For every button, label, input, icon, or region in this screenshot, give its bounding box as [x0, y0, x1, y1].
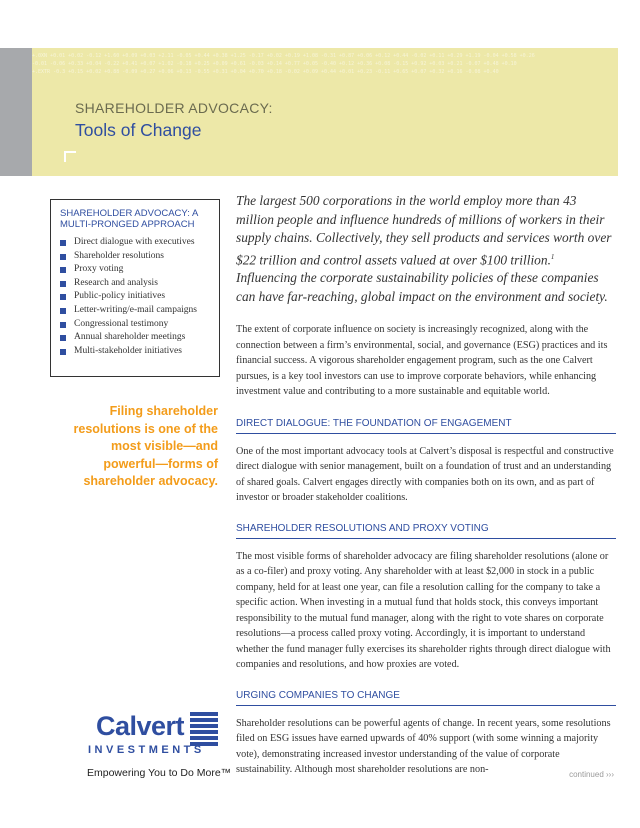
list-item: Public-policy initiatives [60, 290, 211, 304]
page-title: Tools of Change [75, 120, 202, 140]
section-paragraph: One of the most important advocacy tools at Calvert’s disposal is respectful and constructive direct dialogue with senior management, built on a foundation of trust and an understanding of shared goals. Calvert engages directly with companies both on its own, and as part of investor or broader stakeholder coalitions. [236, 445, 614, 504]
logo-subtitle: INVESTMENTS [88, 744, 205, 756]
main-column [236, 192, 616, 778]
calvert-logo [84, 710, 224, 766]
list-item: Annual shareholder meetings [60, 331, 211, 345]
list-item: Research and analysis [60, 277, 211, 291]
lead-paragraph: The largest 500 corporations in the world employ more than 43 million people and influence hundreds of millions of workers in their supply chains. Collectively, they sell products and services worth over $22 trillion and control assets valued at over $100 trillion.$^1$ Influencing the corporate sustainability policies of these companies can have far-reaching, global impact on the environment and society. [236, 193, 612, 304]
approach-sidebar-box [50, 199, 220, 377]
sidebar-title: SHAREHOLDER ADVOCACY: A MULTI-PRONGED APPROACH [60, 208, 198, 230]
gray-side-tab [0, 48, 32, 176]
logo-wordmark: Calvert [96, 711, 185, 741]
approach-list [60, 236, 211, 358]
banner-eyebrow: SHAREHOLDER ADVOCACY: [75, 100, 273, 116]
list-item: Proxy voting [60, 263, 211, 277]
header-banner [32, 48, 618, 176]
logo-bars-icon [190, 712, 218, 748]
list-item: Letter-writing/e-mail campaigns [60, 304, 211, 318]
intro-paragraph: The extent of corporate influence on society is increasingly recognized, along with the connection between a firm’s environmental, social, and governance (ESG) practices and its financial success. A vigorous shareholder engagement program, such as the one Calvert pursues, is a key tool investors can use to improve corporate behaviors, while enhancing investment value and contributing to a more sustainable and equitable world. [236, 324, 608, 398]
list-item: Multi-stakeholder initiatives [60, 345, 211, 359]
footnote-ref[interactable]: 1 [550, 252, 555, 261]
pull-quote: Filing shareholder resolutions is one of the most visible—and powerful—forms of shareholder advocacy. [73, 404, 218, 488]
corner-mark-icon [64, 151, 76, 162]
section-paragraph: The most visible forms of shareholder advocacy are filing shareholder resolutions (alone or as a co-filer) and proxy voting. Any shareholder with at least $2,000 in stock in a public company, held for at least one year, can file a resolution calling for the company to take a specific action. When investing in a mutual fund that holds stock, this conveys important responsibility to the mutual fund manager, along with the right to vote shares on corporate resolutions—a process called proxy voting. Accordingly, it is important to understand whether the fund manager fully exercises its shareholder rights through direct dialogue with companies and resolutions, and how proxies are voted. [236, 550, 611, 671]
ticker-line: +.EXTR -0.3 +0.15 +0.02 +0.88 -0.09 +0.27 +0.06 +0.13 -0.55 +0.31 +0.04 +0.70 +0.18 -0.02 +0.09 +0.44 +0.01 +0.23 -0.11 +0.65 +0.07 +0.32 +0.16 -0.08 +0.40 [32, 69, 499, 75]
section-paragraph: Shareholder resolutions can be powerful agents of change. In recent years, some resolutions filed on ESG issues have earned upwards of 40% support (with some winning a majority vote), demonstrating increased investor understanding of the value of corporate sustainability. Although most shareholder resolutions are non- [236, 717, 611, 776]
section-heading: URGING COMPANIES TO CHANGE [236, 690, 616, 706]
section-heading: SHAREHOLDER RESOLUTIONS AND PROXY VOTING [236, 523, 616, 539]
list-item: Shareholder resolutions [60, 250, 211, 264]
list-item: Congressional testimony [60, 318, 211, 332]
tagline: Empowering You to Do More™ [87, 767, 232, 779]
ticker-line: -0.01 -0.06 +0.33 +0.04 -0.22 +0.41 +0.07 +1.02 -0.18 +0.25 +0.09 +0.61 -0.03 +0.14 +0.77 +0.05 -0.40 +0.12 +0.36 +0.08 -0.15 +0.92 +0.03 +0.21 -0.07 +0.48 +0.10 [32, 61, 517, 67]
stock-ticker-texture [32, 52, 618, 76]
continued-link[interactable]: continued ››› [569, 770, 614, 779]
ticker-line: +.0XN +0.01 +0.02 -0.12 +1.60 +0.09 +0.03 +2.11 -0.05 +0.44 +0.38 +1.25 -0.17 +0.02 +0.19 +1.08 -0.31 +0.87 +0.06 +0.12 +0.44 -0.02 +0.11 +0.29 +1.19 -0.04 +0.58 +0.26 [32, 53, 535, 59]
section-heading: DIRECT DIALOGUE: THE FOUNDATION OF ENGAGEMENT [236, 418, 616, 434]
list-item: Direct dialogue with executives [60, 236, 211, 250]
